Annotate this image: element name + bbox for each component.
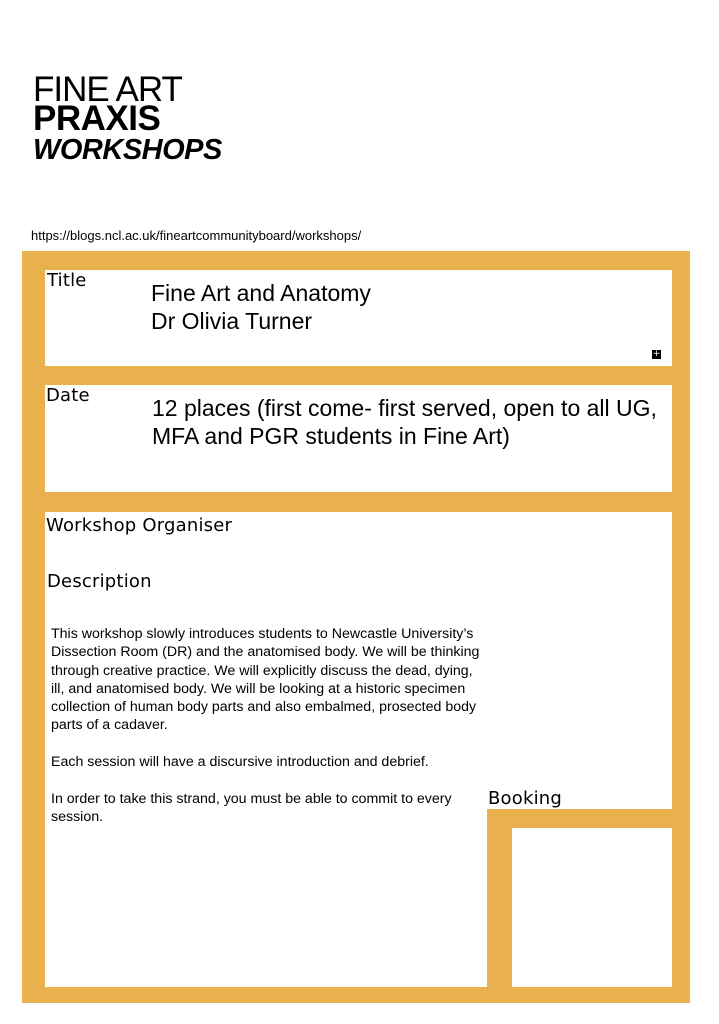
- workshop-title: Fine Art and Anatomy: [151, 280, 371, 306]
- booking-label: Booking: [488, 788, 563, 809]
- heading-fine-art: FINE ART: [33, 70, 182, 109]
- title-field[interactable]: [45, 270, 672, 366]
- plus-icon[interactable]: +: [652, 349, 661, 359]
- description-paragraph: Each session will have a discursive introduction and debrief.: [51, 754, 429, 771]
- workshops-url-link[interactable]: https://blogs.ncl.ac.uk/fineartcommunityboard/workshops/: [31, 228, 362, 243]
- description-label: Description: [47, 571, 152, 592]
- date-field[interactable]: [45, 385, 672, 492]
- description-text: [51, 625, 486, 845]
- organiser-field[interactable]: [45, 512, 487, 987]
- description-paragraph: In order to take this strand, you must be able to commit to every session.: [51, 790, 452, 825]
- form-frame: [22, 251, 690, 1003]
- heading-workshops: WORKSHOPS: [33, 134, 222, 166]
- workshop-leader: Dr Olivia Turner: [151, 308, 313, 334]
- title-label: Title: [47, 270, 87, 291]
- organiser-field-extension: [487, 512, 672, 809]
- date-label: Date: [46, 385, 90, 406]
- organiser-label: Workshop Organiser: [46, 515, 233, 536]
- heading-praxis: PRAXIS: [33, 99, 161, 138]
- title-value: [151, 279, 371, 335]
- description-paragraph: This workshop slowly introduces students to Newcastle University’s Dissection Room (DR) and the anatomised body. We will be thinking through creative practice. We will explicitly discuss the dead, dying, ill, and anatomised body. We will be looking at a historic specimen collection of human body parts and also embalmed, prosected body parts of a cadaver.: [51, 626, 480, 734]
- booking-field[interactable]: [512, 828, 672, 987]
- date-value: 12 places (first come- first served, open to all UG, MFA and PGR students in Fine Art): [152, 395, 657, 449]
